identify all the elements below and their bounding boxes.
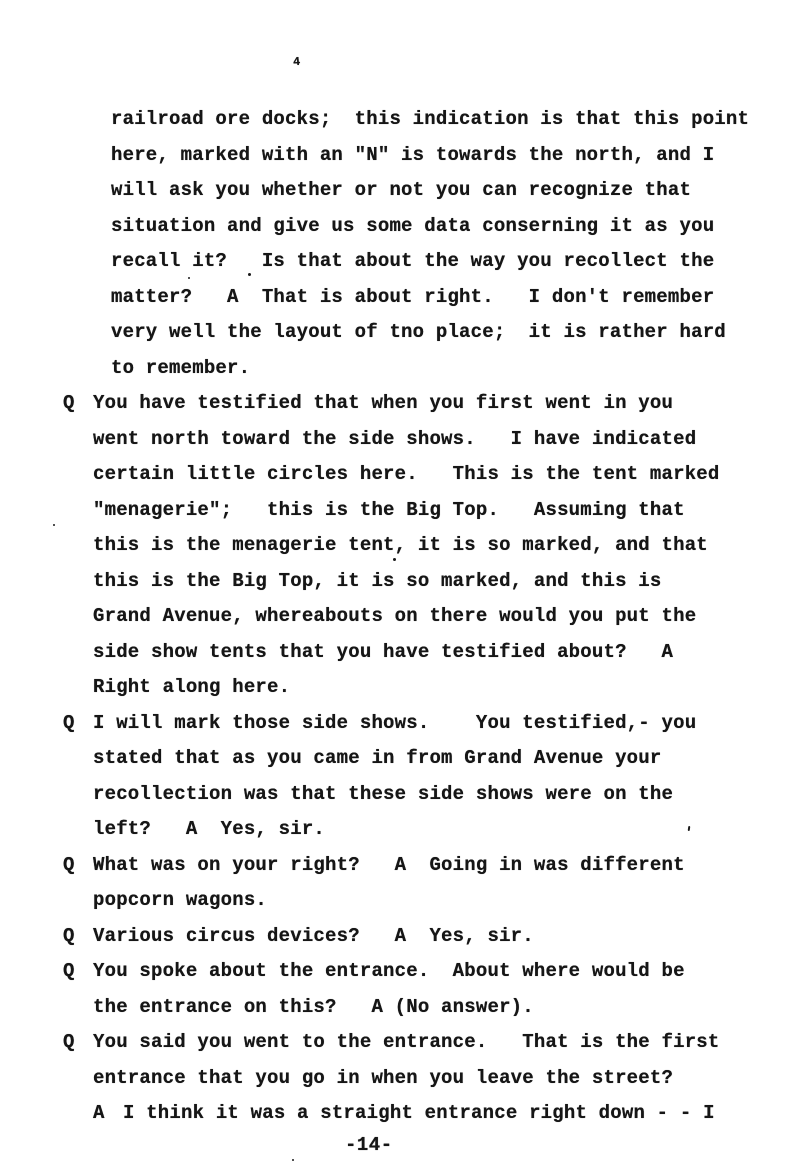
transcript-line: I will mark those side shows. You testified,- you: [93, 711, 697, 734]
transcript-line: recall it? Is that about the way you recollect the: [111, 250, 715, 272]
speaker-label: Q: [63, 1031, 75, 1053]
transcript-line: You said you went to the entrance. That is the first: [93, 1031, 720, 1053]
transcript-line: here, marked with an "N" is towards the north, and I: [111, 143, 715, 166]
speaker-label: Q: [63, 711, 75, 734]
qa-text-column: [93, 919, 800, 955]
opening-block: [111, 102, 800, 386]
speaker-label: Q: [63, 392, 75, 414]
qa-text-column: [93, 386, 800, 706]
transcript-line: left? A Yes, sir.: [93, 818, 326, 840]
speaker-label: Q: [63, 960, 75, 982]
transcript-line: matter? A That is about right. I don't remember: [111, 285, 715, 308]
transcript-line: Grand Avenue, whereabouts on there would you put the: [93, 605, 697, 627]
speaker-label: Q: [63, 853, 75, 876]
qa-text-column: [93, 848, 800, 919]
transcript-line: railroad ore docks; this indication is that this point: [111, 108, 750, 130]
transcript-line: "menagerie"; this is the Big Top. Assuming that: [93, 498, 685, 521]
transcript-line: I think it was a straight entrance right down - - I: [123, 1102, 715, 1124]
qa-block: [0, 954, 800, 1025]
qa-text-column: [123, 1096, 800, 1132]
transcript-line: situation and give us some data conserning it as you: [111, 214, 715, 237]
transcript-line: the entrance on this? A (No answer).: [93, 995, 534, 1018]
transcript-line: this is the menagerie tent, it is so marked, and that: [93, 534, 708, 556]
qa-block: [0, 1025, 800, 1096]
transcript-line: this is the Big Top, it is so marked, and this is: [93, 569, 662, 592]
ink-smudge-mark: 4: [292, 54, 301, 70]
transcript-line: What was on your right? A Going in was different: [93, 853, 685, 876]
speaker-label: A: [93, 1102, 105, 1124]
qa-text-column: [93, 954, 800, 1025]
transcript-line: Right along here.: [93, 676, 291, 698]
qa-blocks: [0, 386, 800, 1132]
ink-speck: [188, 277, 190, 279]
transcript-line: certain little circles here. This is the tent marked: [93, 463, 720, 485]
ink-speck: [393, 558, 396, 561]
qa-block: [0, 386, 800, 706]
qa-block: [0, 706, 800, 848]
transcript-line: entrance that you go in when you leave the street?: [93, 1066, 674, 1089]
transcript-line: will ask you whether or not you can recognize that: [111, 179, 692, 201]
transcript-line: to remember.: [111, 356, 251, 379]
transcript-line: recollection was that these side shows were on the: [93, 782, 674, 805]
transcript-line: Various circus devices? A Yes, sir.: [93, 924, 534, 947]
speaker-label: Q: [63, 924, 75, 947]
qa-block: [0, 848, 800, 919]
page-number: -14-: [345, 1134, 393, 1156]
ink-speck: [53, 524, 55, 526]
transcript-content: [0, 102, 800, 1132]
transcript-line: You have testified that when you first went in you: [93, 392, 674, 414]
transcript-line: You spoke about the entrance. About where would be: [93, 960, 685, 982]
qa-block: [0, 919, 800, 955]
ink-speck: [292, 1159, 294, 1161]
transcript-line: very well the layout of tno place; it is rather hard: [111, 321, 726, 343]
transcript-line: popcorn wagons.: [93, 889, 268, 911]
qa-text-column: [93, 706, 800, 848]
ink-speck: [248, 273, 251, 276]
qa-text-column: [93, 1025, 800, 1096]
transcript-line: stated that as you came in from Grand Avenue your: [93, 747, 662, 769]
qa-block: [0, 1096, 800, 1132]
transcript-line: went north toward the side shows. I have indicated: [93, 427, 697, 450]
transcript-line: side show tents that you have testified about? A: [93, 640, 674, 663]
